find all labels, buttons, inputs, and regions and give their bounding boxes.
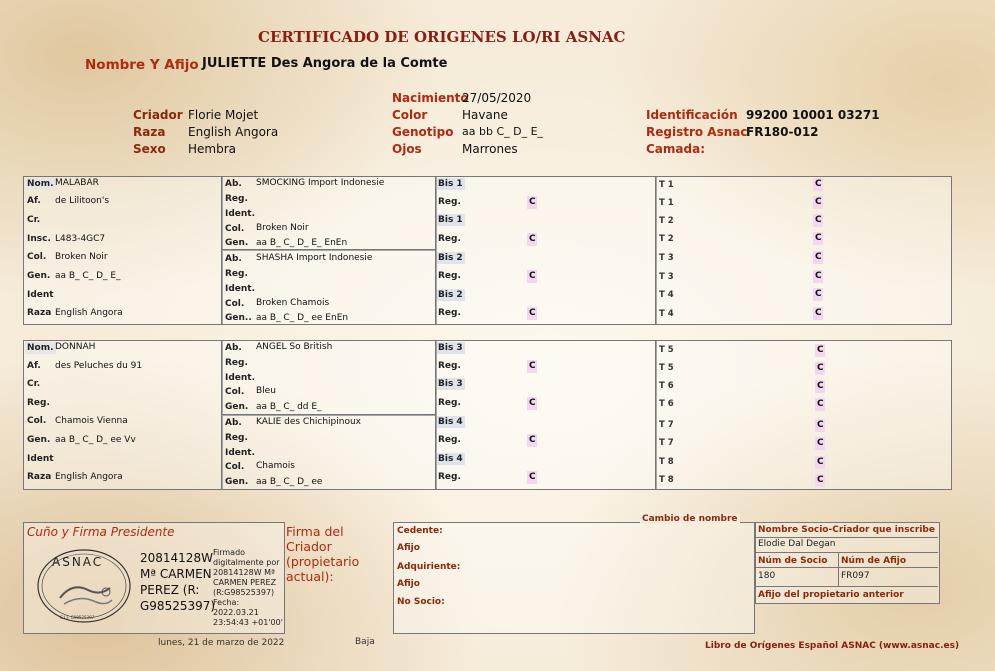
identificacion-label: Identificación xyxy=(646,108,738,122)
c-mark: C xyxy=(815,179,822,189)
dam-gs2-gen-value: aa B_ C_ D_ ee xyxy=(256,477,323,487)
dam-gs2-col-value: Chamois xyxy=(256,461,295,471)
num-afijo-label: Núm de Afijo xyxy=(841,556,907,566)
color-value: Havane xyxy=(462,108,508,122)
sire-raza-value: English Angora xyxy=(55,308,123,318)
sire-af-value: de Lilitoon's xyxy=(55,196,110,206)
dam-col-value: Chamois Vienna xyxy=(55,416,128,426)
dam-cr-label: Cr. xyxy=(27,379,41,389)
c-mark: C xyxy=(529,197,536,207)
dam-ident-label: Ident xyxy=(27,454,54,464)
dam-gs1-ab-label: Ab. xyxy=(225,343,242,353)
sire-gs1-gen-value: aa B_ C_ D_ E_ EnEn xyxy=(256,238,348,248)
bis-4b: Bis 4 xyxy=(438,454,463,464)
t-7a: T 7 xyxy=(659,420,674,430)
certificate-title: CERTIFICADO DE ORIGENES LO/RI ASNAC xyxy=(258,28,626,46)
sire-nom-value: MALABAR xyxy=(55,178,99,188)
bis-reg-4: Reg. xyxy=(438,308,461,318)
bis-reg-2: Reg. xyxy=(438,234,461,244)
dam-gs1-col-label: Col. xyxy=(225,387,245,397)
c-mark: C xyxy=(817,399,824,409)
sire-gs1-ab-value: SMOCKING Import Indonesie xyxy=(256,178,385,188)
t-4b: T 4 xyxy=(659,309,674,319)
identificacion-value: 99200 10001 03271 xyxy=(746,108,880,122)
criador-label: Criador xyxy=(133,108,183,122)
dam-gs2-ab-value: KALIE des Chichipinoux xyxy=(256,417,362,427)
dam-raza-label: Raza xyxy=(27,472,52,482)
sire-gs2-reg-label: Reg. xyxy=(225,269,248,279)
bis-3b: Bis 3 xyxy=(438,379,463,389)
num-afijo-value: FR097 xyxy=(841,571,870,581)
asnac-seal-text: ASNAC xyxy=(52,555,104,569)
t-3b: T 3 xyxy=(659,272,674,282)
color-label: Color xyxy=(392,108,428,122)
bis-2b: Bis 2 xyxy=(438,290,463,300)
t-2a: T 2 xyxy=(659,216,674,226)
sexo-label: Sexo xyxy=(133,142,166,156)
print-date: lunes, 21 de marzo de 2022 xyxy=(158,638,285,648)
cambio-nombre-label: Cambio de nombre xyxy=(642,514,738,524)
nombre-value: JULIETTE Des Angora de la Comte xyxy=(202,56,448,71)
raza-label: Raza xyxy=(133,125,166,139)
sire-gen-label: Gen. xyxy=(27,271,51,281)
c-mark: C xyxy=(817,381,824,391)
sire-af-label: Af. xyxy=(27,196,41,206)
baja-label: Baja xyxy=(355,637,375,647)
sire-col-label: Col. xyxy=(27,252,47,262)
c-mark: C xyxy=(815,271,822,281)
firma-criador-label: Firma del Criador (propietario actual): xyxy=(286,524,360,584)
c-mark: C xyxy=(529,308,536,318)
camada-label: Camada: xyxy=(646,142,705,156)
libro-footer: Libro de Orígenes Español ASNAC (www.asnac.es) xyxy=(705,641,960,651)
bis-reg-7: Reg. xyxy=(438,435,461,445)
t-1a: T 1 xyxy=(659,180,674,190)
sire-t-box xyxy=(655,176,952,325)
c-mark: C xyxy=(815,233,822,243)
t-2b: T 2 xyxy=(659,234,674,244)
sire-gs2-ident-label: Ident. xyxy=(225,284,256,294)
dam-gs1-ab-value: ANGEL So British xyxy=(256,342,333,352)
c-mark: C xyxy=(817,363,824,373)
bis-1b: Bis 1 xyxy=(438,215,463,225)
t-8a: T 8 xyxy=(659,457,674,467)
dam-raza-value: English Angora xyxy=(55,472,123,482)
adquiriente-label: Adquiriente: xyxy=(397,562,461,572)
bis-1a: Bis 1 xyxy=(438,179,463,189)
sire-gen-value: aa B_ C_ D_ E_ xyxy=(55,271,121,281)
cedente-label: Cedente: xyxy=(397,526,443,536)
sire-gs2-ab-value: SHASHA Import Indonesie xyxy=(256,253,373,263)
sire-bis-box xyxy=(435,176,657,325)
cuno-label: Cuño y Firma Presidente xyxy=(27,525,175,539)
digital-signature-note: Firmado digitalmente por 20814128W Mª CARMEN PEREZ (R:G98525397) Fecha: 2022.03.21 23:54:43 +01'00' xyxy=(213,548,283,627)
afijo-prop-anterior-label: Afijo del propietario anterior xyxy=(758,590,904,600)
dam-nom-label: Nom. xyxy=(27,343,54,353)
dam-gen-label: Gen. xyxy=(27,435,51,445)
c-mark: C xyxy=(529,398,536,408)
bis-4a: Bis 4 xyxy=(438,417,463,427)
bis-reg-8: Reg. xyxy=(438,472,461,482)
cambio-nombre-box xyxy=(393,522,755,634)
t-4a: T 4 xyxy=(659,290,674,300)
sire-cr-label: Cr. xyxy=(27,215,41,225)
bis-3a: Bis 3 xyxy=(438,343,463,353)
dam-af-label: Af. xyxy=(27,361,41,371)
registro-label: Registro Asnac xyxy=(646,125,748,139)
c-mark: C xyxy=(529,361,536,371)
dam-nom-value: DONNAH xyxy=(55,342,96,352)
bis-reg-6: Reg. xyxy=(438,398,461,408)
c-mark: C xyxy=(815,215,822,225)
t-3a: T 3 xyxy=(659,253,674,263)
raza-value: English Angora xyxy=(188,125,279,139)
sexo-value: Hembra xyxy=(188,142,236,156)
dam-gs1-reg-label: Reg. xyxy=(225,358,248,368)
c-mark: C xyxy=(815,252,822,262)
sire-gs1-ident-label: Ident. xyxy=(225,209,256,219)
bis-reg-5: Reg. xyxy=(438,361,461,371)
t-5b: T 5 xyxy=(659,363,674,373)
num-socio-label: Núm de Socio xyxy=(758,556,828,566)
c-mark: C xyxy=(815,197,822,207)
genotipo-value: aa bb C_ D_ E_ xyxy=(462,125,544,138)
dam-gs2-ab-label: Ab. xyxy=(225,418,242,428)
c-mark: C xyxy=(815,308,822,318)
sire-ident-label: Ident xyxy=(27,290,54,300)
bis-reg-3: Reg. xyxy=(438,271,461,281)
dam-gen-value: aa B_ C_ D_ ee Vv xyxy=(55,435,136,445)
t-5a: T 5 xyxy=(659,345,674,355)
dam-gs1-ident-label: Ident. xyxy=(225,373,256,383)
dam-gs2-ident-label: Ident. xyxy=(225,448,256,458)
c-mark: C xyxy=(817,457,824,467)
ojos-value: Marrones xyxy=(462,142,518,156)
genotipo-label: Genotipo xyxy=(392,125,454,139)
sire-gs1-col-value: Broken Noir xyxy=(256,223,309,233)
dam-af-value: des Peluches du 91 xyxy=(55,361,143,371)
c-mark: C xyxy=(529,234,536,244)
num-socio-value: 180 xyxy=(758,571,776,581)
sire-gs2-gen-value: aa B_ C_ D_ ee EnEn xyxy=(256,313,349,323)
nacimiento-value: 27/05/2020 xyxy=(462,91,532,105)
t-8b: T 8 xyxy=(659,475,674,485)
sire-gs1-gen-label: Gen. xyxy=(225,238,249,248)
bis-reg-1: Reg. xyxy=(438,197,461,207)
signer-name: 20814128W Mª CARMEN PEREZ (R: G98525397) xyxy=(140,551,216,613)
sire-gs2-col-value: Broken Chamois xyxy=(256,298,330,308)
sire-gs2-gen-label: Gen.. xyxy=(225,313,252,323)
c-mark: C xyxy=(529,435,536,445)
sire-insc-label: Insc. xyxy=(27,234,51,244)
afijo-label-2: Afijo xyxy=(397,579,420,589)
c-mark: C xyxy=(817,475,824,485)
dam-gs2-reg-label: Reg. xyxy=(225,433,248,443)
dam-bis-box xyxy=(435,340,657,490)
nombre-socio-value: Elodie Dal Degan xyxy=(758,539,836,549)
c-mark: C xyxy=(817,438,824,448)
c-mark: C xyxy=(817,345,824,355)
sire-gs2-ab-label: Ab. xyxy=(225,254,242,264)
dam-gs2-col-label: Col. xyxy=(225,462,245,472)
sire-gs1-ab-label: Ab. xyxy=(225,179,242,189)
cif-text: C.I.F. G98525397 xyxy=(60,615,95,620)
afijo-label-1: Afijo xyxy=(397,543,420,553)
t-6b: T 6 xyxy=(659,399,674,409)
sire-gs1-col-label: Col. xyxy=(225,224,245,234)
nombre-label: Nombre Y Afijo xyxy=(85,57,199,73)
c-mark: C xyxy=(817,420,824,430)
dam-gs1-col-value: Bleu xyxy=(256,386,276,396)
dam-t-box xyxy=(655,340,952,490)
nacimiento-label: Nacimiento xyxy=(392,91,469,105)
t-1b: T 1 xyxy=(659,198,674,208)
dam-col-label: Col. xyxy=(27,416,47,426)
t-6a: T 6 xyxy=(659,381,674,391)
sire-insc-value: L483-4GC7 xyxy=(55,234,106,244)
criador-value: Florie Mojet xyxy=(188,108,259,122)
t-7b: T 7 xyxy=(659,438,674,448)
sire-raza-label: Raza xyxy=(27,308,52,318)
sire-gs2-col-label: Col. xyxy=(225,299,245,309)
registro-value: FR180-012 xyxy=(746,125,819,139)
dam-gs1-gen-label: Gen. xyxy=(225,402,249,412)
c-mark: C xyxy=(529,472,536,482)
sire-nom-label: Nom. xyxy=(27,179,54,189)
bis-2a: Bis 2 xyxy=(438,253,463,263)
c-mark: C xyxy=(815,289,822,299)
sire-box xyxy=(23,176,223,325)
dam-gs2-gen-label: Gen. xyxy=(225,477,249,487)
sire-col-value: Broken Noir xyxy=(55,252,108,262)
ojos-label: Ojos xyxy=(392,142,422,156)
dam-gs1-gen-value: aa B_ C_ dd E_ xyxy=(256,402,322,412)
c-mark: C xyxy=(529,271,536,281)
nombre-socio-label: Nombre Socio-Criador que inscribe xyxy=(758,525,935,535)
no-socio-label: No Socio: xyxy=(397,597,445,607)
sire-gs1-reg-label: Reg. xyxy=(225,194,248,204)
dam-reg-label: Reg. xyxy=(27,398,50,408)
